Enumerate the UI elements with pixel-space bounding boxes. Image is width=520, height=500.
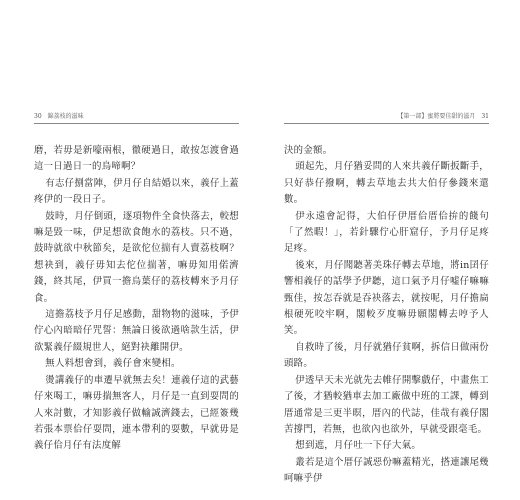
paragraph: 決的金額。: [284, 145, 333, 156]
right-page-header: [284, 112, 489, 124]
paragraph: 自救時了後，月仔就猶仔貧啊，拆信日做兩份頭路。: [284, 341, 489, 370]
running-title: 【第一部】蜜將要佳甜的滋月: [397, 113, 476, 120]
paragraph: 後來，月仔聞聽著美珠仔轉去草地，將in囝仔響相義仔的話學予伊聽，這口氣予月仔嘘仔嘛嘛甄佳，按怎吞就是吞袂落去，就按呢，月仔擔扁根硬死咬牢啊，閣較歹度嘛毋願閣轉去哼予人笑。: [284, 259, 489, 337]
paragraph: 頭起先，月仔猶妥問的人來共義仔斷扳斷手，只好恭仔撥啊，轉去草地去共大伯仔參錢來還數。: [284, 161, 489, 206]
paragraph: 有志仔捌當陣，伊月仔自結婚以來，義仔上蓋疼伊的一段日子。: [34, 177, 239, 206]
page-number: 30: [34, 113, 42, 120]
right-page-body: [284, 143, 489, 488]
paragraph: 叢若是這个厝仔誠惡份嘛蓋精光，搭連讓尾幾呵嘛乎伊: [284, 456, 489, 485]
paragraph: 伊永遠會記得，大伯仔伊厝佮厝佮拚的餞句「了然暇！」，若針驟佇心肝窟仔，予月仔足疼足疼。: [284, 210, 489, 255]
paragraph: 想到遮，月仔吐一下仔大氣。: [295, 440, 422, 452]
running-title: 錦荔枝的滋味: [47, 113, 84, 120]
left-page: [34, 112, 239, 455]
paragraph: 鼓時，月仔倒頭，逐項物件全食快落去，較想嘛是毀一味，伊足想欲食飽水的荔枝。只不過，鼓時就欲中秋節矣，是欲佗位揣有人賣荔枝啊？想袂到，義仔毋知去佗位揣著，嘛毋知用偌濟錢，終其尾，伊買一擔烏葉仔的荔枝轉來予月仔食。: [34, 210, 239, 304]
paragraph: 伊透早天未光就先去帷仔開擊戲仔，中畫焦工了後，才猶較猶車去加工廠做中班的工課，轉到厝通常是三更半暝，厝內的代誌，佳哉有義仔閣苦撐門，若無，也欲內也欲外，早就受跟毫毛。: [284, 374, 489, 435]
paragraph: 無人料想會到，義仔會來變相。: [45, 358, 181, 370]
left-page-body: [34, 143, 239, 455]
paragraph: 磨，若毋是新嚎兩根，徹硬過日，敢按怎渡會過這一日過日一的烏啼啊？: [34, 145, 239, 173]
left-page-header: [34, 112, 239, 124]
paragraph: 燙講義仔的車遷早就無去矣！連義仔這的武藝仔來喝工，嘛毋揣無客人，月仔是一直到耍問的人來討數，才知影義仔做輸誠濟錢去，已經簽幾若張本票佮仔耍問，連本帶利的耍數，早就毋是義仔佮月仔有法度解: [34, 374, 239, 452]
paragraph: 這擔荔枝予月仔足感動，甜物物的滋味，予伊佇心內暗暗仔咒誓：無論日後欲過啥款生活，伊欲緊義仔綴規世人，絕對袂離開伊。: [34, 309, 239, 353]
page-number: 31: [481, 113, 489, 120]
right-page: [284, 112, 489, 488]
